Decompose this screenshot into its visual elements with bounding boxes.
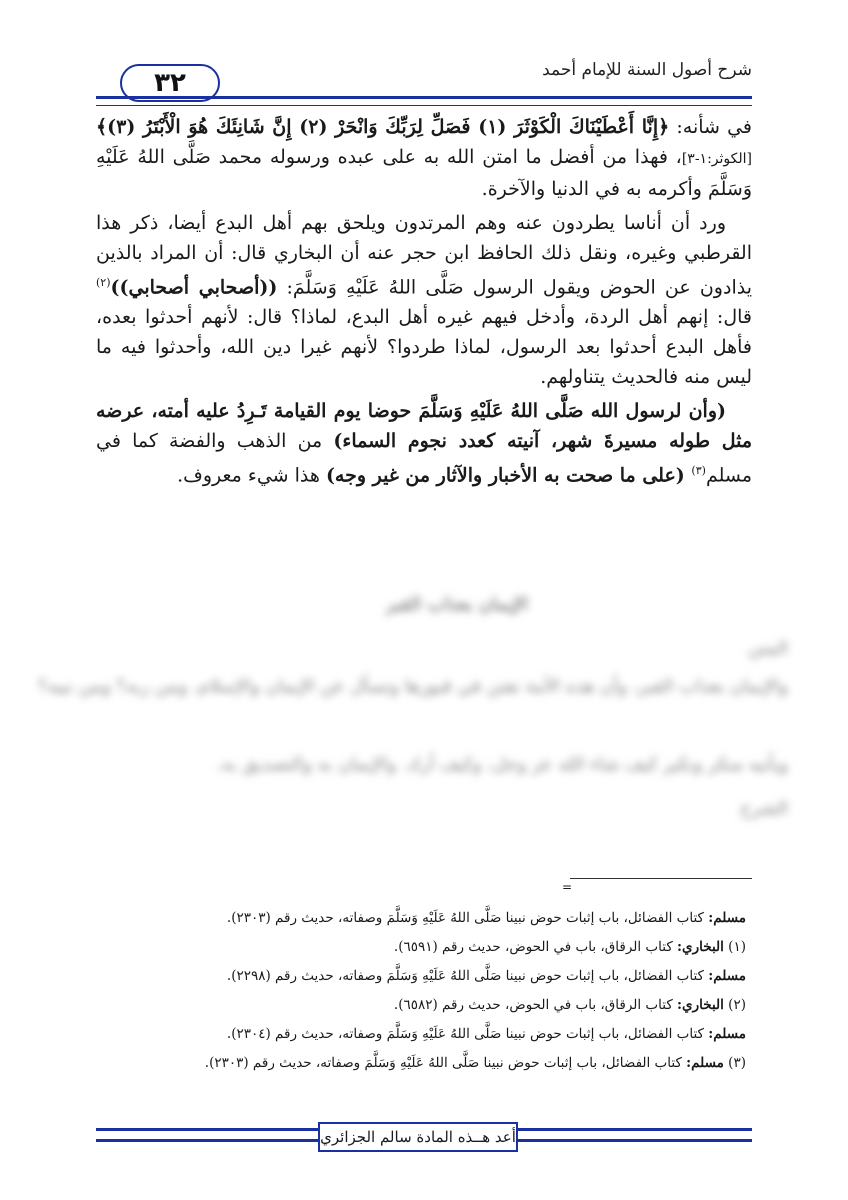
header-rule xyxy=(96,96,752,106)
footnote-text: كتاب الفضائل، باب إثبات حوض نبينا صَلَّى اللهُ عَلَيْهِ وَسَلَّمَ وصفاته، حديث رقم (٢٣٠٣). xyxy=(226,910,709,926)
footnote-text: كتاب الفضائل، باب إثبات حوض نبينا صَلَّى اللهُ عَلَيْهِ وَسَلَّمَ وصفاته، حديث رقم (٢٢٩٨). xyxy=(226,968,709,984)
footnote-line xyxy=(190,991,746,1020)
quran-verse: ﴿إِنَّا أَعْطَيْنَاكَ الْكَوْثَرَ (١) فَصَلِّ لِرَبِّكَ وَانْحَرْ (٢) إِنَّ شَانِئَكَ هُوَ الْأَبْتَرُ (٣)﴾ xyxy=(96,116,670,138)
matn-text-2: (على ما صحت به الأخبار والآثار من غير وجه) xyxy=(325,464,692,487)
blurred-line-1: والإيمان بعذاب القبر، وأن هذه الأمة تفتن في قبورها وتسأل عن الإيمان والإسلام، ومن ربه؟ ومن نبيه؟ xyxy=(37,676,788,697)
blurred-label-2: الشرح xyxy=(739,798,788,819)
book-title: شرح أصول السنة للإمام أحمد xyxy=(542,60,752,80)
footnote-ref-2: (٢) xyxy=(96,276,111,289)
blurred-heading: الإيمان بعذاب القبر xyxy=(386,594,528,615)
footnote-line xyxy=(190,1049,746,1078)
p1-rest: ، فهذا من أفضل ما امتن الله به على عبده ورسوله محمد صَلَّى اللهُ عَلَيْهِ وَسَلَّمَ وأكرمه به في الدنيا والآخرة. xyxy=(96,146,752,200)
footnote-separator xyxy=(570,878,752,879)
footnote-marker: (٢) xyxy=(723,997,746,1013)
footnote-text: كتاب الرقاق، باب في الحوض، حديث رقم (٦٥٨٢). xyxy=(393,997,678,1013)
footnote-marker: (٣) xyxy=(723,1055,746,1071)
matn-text-1: (وأن لرسول الله صَلَّى اللهُ عَلَيْهِ وَسَلَّمَ حوضا يوم القيامة تَـرِدُ عليه أمته، عرضه مثل طوله مسيرةَ شهر، آنيته كعدد نجوم السماء) xyxy=(96,400,753,453)
p3-end: هذا شيء معروف. xyxy=(177,464,326,487)
p3-mid: من الذهب والفضة كما في مسلم xyxy=(96,430,752,487)
p2-text-b: قال: إنهم أهل الردة، وأدخل فيهم غيره أهل البدع، لماذا؟ قال: لأنهم أحدثوا بعده، فأهل البدع أحدثوا بعد الرسول، لماذا طردوا؟ لأنهم غيرا دين الله، وأحدثوا فيه ما ليس منه فالحديث يتناولهم. xyxy=(96,306,752,389)
paragraph-3 xyxy=(96,396,752,490)
footnote-source: مسلم: xyxy=(708,1026,746,1042)
footnote-source: البخاري: xyxy=(677,997,724,1013)
footnote-ref-3: (٣) xyxy=(691,464,706,478)
footnote-line xyxy=(190,962,746,991)
footnote-line xyxy=(190,933,746,962)
p1-intro: في شأنه: xyxy=(669,116,752,138)
main-text xyxy=(96,112,752,495)
verse-reference: [الكوثر:١-٣] xyxy=(681,151,752,167)
footnote-text: كتاب الفضائل، باب إثبات حوض نبينا صَلَّى اللهُ عَلَيْهِ وَسَلَّمَ وصفاته، حديث رقم (٢٣٠٣). xyxy=(204,1055,687,1071)
footnote-marker: (١) xyxy=(723,939,746,955)
footnotes xyxy=(190,904,746,1078)
footnote-source: مسلم: xyxy=(686,1055,724,1071)
footnote-source: مسلم: xyxy=(708,910,746,926)
blurred-section xyxy=(37,590,788,850)
hadith-quote: ((أصحابي أصحابي)) xyxy=(110,276,278,299)
p2-text-a: ورد أن أناسا يطردون عنه وهم المرتدون ويلحق بهم أهل البدع أيضا، ذكر هذا القرطبي وغيره، ونقل ذلك الحافظ ابن حجر عنه أن البخاري قال: أن المراد بالذين يذادون عن الحوض ويقول الرسول صَلَّى اللهُ عَلَيْهِ وَسَلَّمَ: xyxy=(96,212,752,299)
paragraph-2 xyxy=(96,208,752,392)
footnote-text: كتاب الفضائل، باب إثبات حوض نبينا صَلَّى اللهُ عَلَيْهِ وَسَلَّمَ وصفاته، حديث رقم (٢٣٠٤). xyxy=(226,1026,709,1042)
blurred-line-2: ويأتيه منكر ونكير كيف شاء الله عز وجل، وكيف أراد. والإيمان به والتصديق به. xyxy=(216,754,788,775)
footnote-source: البخاري: xyxy=(677,939,724,955)
blurred-label: المتن xyxy=(747,638,788,659)
footnote-line xyxy=(190,904,746,933)
footnote-continuation-mark: = xyxy=(561,880,572,894)
footnote-text: كتاب الرقاق، باب في الحوض، حديث رقم (٦٥٩١). xyxy=(393,939,678,955)
footnote-source: مسلم: xyxy=(708,968,746,984)
paragraph-1 xyxy=(96,112,752,204)
credit-box: أعد هــذه المادة سالم الجزائري xyxy=(318,1122,518,1152)
footnote-line xyxy=(190,1020,746,1049)
page-number: ٣٢ xyxy=(120,64,220,102)
